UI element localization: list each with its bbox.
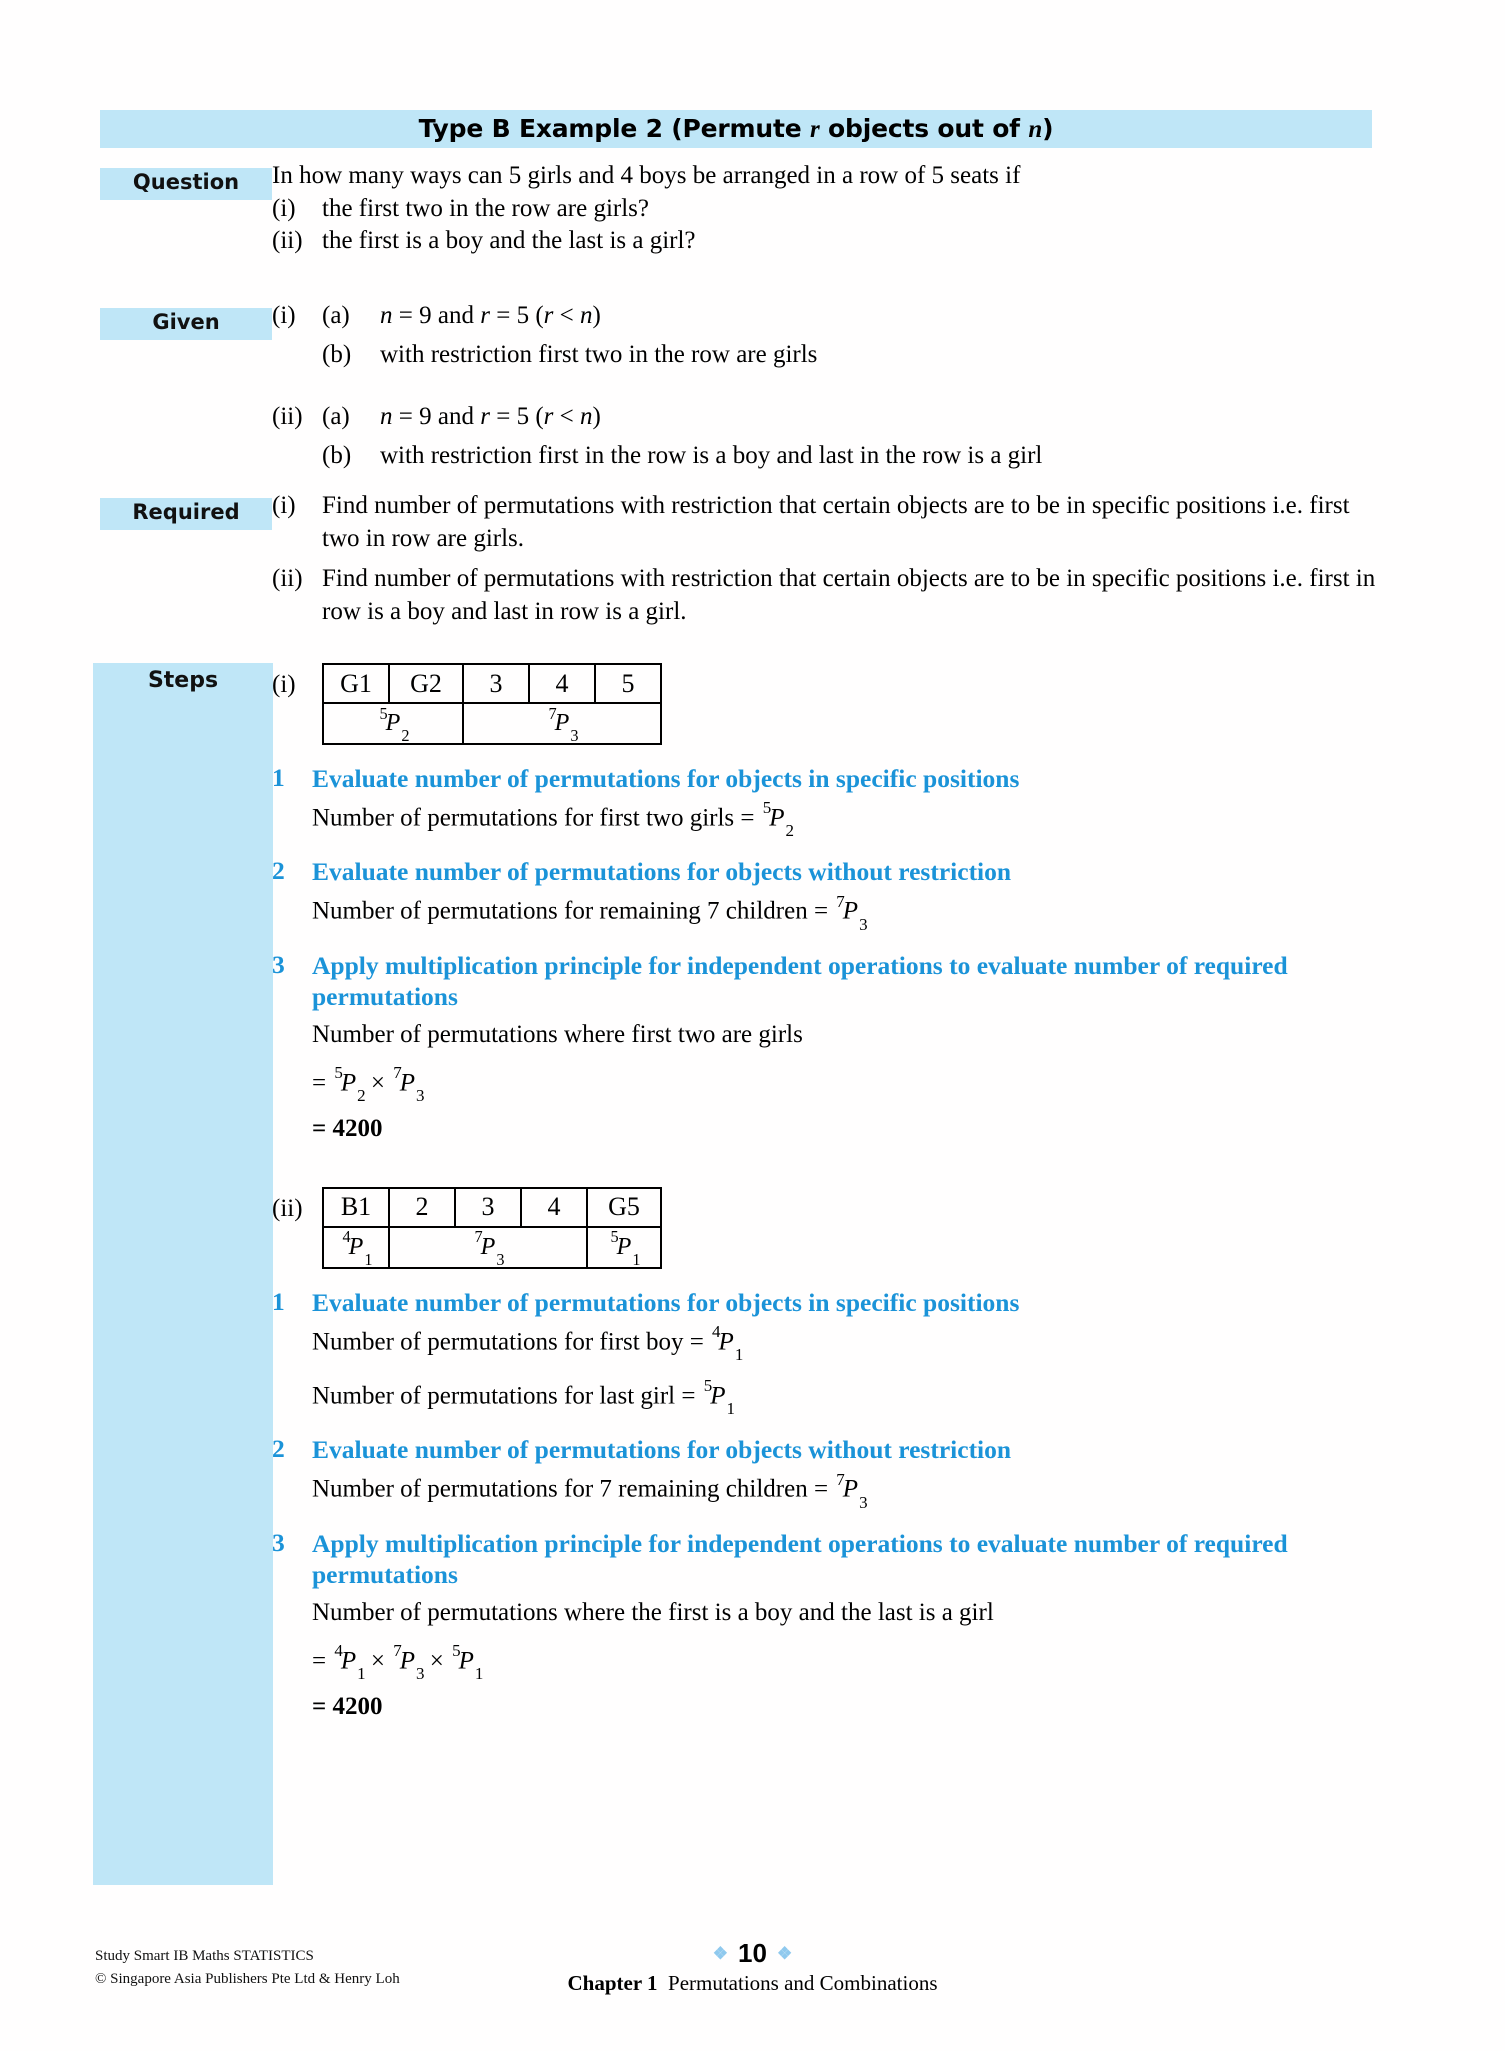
permbox-ii-cell-4: 4 [521,1188,587,1227]
given-ii-b [322,440,1377,473]
question-item-i-marker: (i) [272,194,296,222]
step-ii-3 [272,1528,1382,1721]
given-ii-a-marker: (a) [322,403,350,430]
steps-part-i-marker: (i) [272,671,296,698]
required-item-i-text: Find number of permutations with restriction that certain objects are to be in specific positions i.e. first two in row are girls. [322,492,1350,552]
permbox-ii-sub-3: $^5P_1$ [587,1227,661,1268]
step-ii-2-heading: Evaluate number of permutations for objects without restriction [312,1435,1012,1465]
permbox-i-cell-1: G1 [323,664,389,703]
required-item-i-marker: (i) [272,492,296,519]
given-ii-b-text: with restriction first in the row is a boy and last in the row is a girl [380,441,1043,469]
given-group-ii [272,401,1377,472]
given-group-ii-marker: (ii) [272,403,303,430]
step-ii-3-heading: Apply multiplication principle for independent operations to evaluate number of required permutations [312,1528,1288,1589]
given-i-b-marker: (b) [322,340,352,368]
footer-chapter-line [0,1971,1505,1996]
section-label-steps: Steps [93,663,273,1885]
footer-copyright: © Singapore Asia Publishers Pte Ltd & Henry Loh [95,1970,400,1987]
step-i-3 [272,950,1382,1143]
permbox-ii-bottom-row [323,1227,661,1268]
permbox-ii-sub-1: $^4P_1$ [323,1227,389,1268]
step-ii-1-line-2: Number of permutations for last girl = $^5P_1$ [312,1376,735,1419]
page-title: Type B Example 2 (Permute r objects out of n) [418,114,1054,143]
given-ii-a-text: n = 9 and r = 5 (r < n) [380,403,601,430]
steps-part-i-diagram [272,663,1382,745]
section-label-question: Question [100,168,272,200]
steps-part-ii-marker: (ii) [272,1194,303,1222]
question-item-ii [272,225,1377,258]
footer-book-title: Study Smart IB Maths STATISTICS [95,1947,314,1964]
steps-part-ii-diagram [272,1187,1382,1269]
example-title-banner [100,110,1372,148]
step-i-2-heading: Evaluate number of permutations for objects without restriction [312,857,1012,887]
question-item-i-text: the first two in the row are girls? [322,194,649,222]
question-item-i [272,193,1377,226]
required-item-ii-marker: (ii) [272,565,303,592]
page-number: 10 [738,1938,767,1968]
given-i-b-text: with restriction first two in the row are girls [380,340,818,368]
permbox-i-sub-2: $^7P_3$ [463,703,661,744]
given-ii-a [322,401,1377,434]
question-item-ii-text: the first is a boy and the last is a girl? [322,227,696,254]
step-i-2-number: 2 [272,856,285,886]
given-i-a-text: n = 9 and r = 5 (r < n) [380,302,601,329]
given-ii-b-marker: (b) [322,441,352,469]
page-number-row [0,1938,1505,1969]
diamond-right-icon: ❖ [776,1944,793,1963]
required-section [272,490,1377,628]
given-section [272,300,1377,472]
permutation-box-ii [322,1187,662,1269]
required-item-ii [272,563,1377,628]
given-i-b [322,339,1377,372]
permbox-i-top-row [323,664,661,703]
step-ii-3-equation-2: = 4200 [312,1692,383,1720]
permbox-ii-top-row [323,1188,661,1227]
section-label-given: Given [100,308,272,340]
step-i-1 [272,762,1382,841]
given-i-a-marker: (a) [322,302,350,329]
step-i-2 [272,856,1382,934]
question-stem: In how many ways can 5 girls and 4 boys be arranged in a row of 5 seats if [272,162,1021,189]
step-ii-2 [272,1434,1382,1512]
footer-page-info [0,1938,1505,1996]
step-i-2-line-1: Number of permutations for remaining 7 children = $^7P_3$ [312,891,868,934]
permbox-i-sub-1: $^5P_2$ [323,703,463,744]
required-item-ii-text: Find number of permutations with restriction that certain objects are to be in specific positions i.e. first in row is a boy and last in row is a girl. [322,565,1376,625]
section-label-required: Required [100,498,272,530]
step-ii-1-number: 1 [272,1286,285,1316]
permbox-i-cell-3: 3 [463,664,529,703]
permbox-ii-cell-1: B1 [323,1188,389,1227]
step-i-3-number: 3 [272,949,285,979]
steps-section [272,663,1382,1721]
permbox-i-cell-4: 4 [529,664,595,703]
required-item-i [272,490,1377,555]
given-i-a [322,300,1377,333]
diamond-left-icon: ❖ [712,1944,729,1963]
step-ii-1-line-1: Number of permutations for first boy = $^4P_1$ [312,1322,744,1365]
step-ii-2-line-1: Number of permutations for 7 remaining children = $^7P_3$ [312,1469,868,1512]
permbox-ii-cell-2: 2 [389,1188,455,1227]
permbox-ii-cell-5: G5 [587,1188,661,1227]
step-ii-3-line-1: Number of permutations where the first is a boy and the last is a girl [312,1598,994,1626]
question-section [272,160,1377,258]
step-i-3-equation-1: = $^5P_2 \times ^7P_3$ [312,1062,425,1105]
question-item-ii-marker: (ii) [272,227,303,254]
step-ii-3-number: 3 [272,1527,285,1557]
given-group-i-marker: (i) [272,302,296,329]
step-i-1-heading: Evaluate number of permutations for objects in specific positions [312,763,1020,793]
step-i-3-line-1: Number of permutations where first two are girls [312,1020,803,1048]
step-i-3-equation-2: = 4200 [312,1114,383,1142]
footer-chapter-title: Permutations and Combinations [668,1971,938,1995]
permbox-ii-cell-3: 3 [455,1188,521,1227]
permbox-ii-sub-2: $^7P_3$ [389,1227,587,1268]
permutation-box-i [322,663,662,745]
step-ii-1 [272,1287,1382,1417]
step-i-1-line-1: Number of permutations for first two girls = $^5P_2$ [312,798,795,841]
step-i-1-number: 1 [272,762,285,792]
step-ii-3-equation-1: = $^4P_1 \times ^7P_3 \times ^5P_1$ [312,1641,484,1684]
permbox-i-cell-2: G2 [389,664,463,703]
step-i-3-heading: Apply multiplication principle for independent operations to evaluate number of required permutations [312,950,1288,1011]
permbox-i-bottom-row [323,703,661,744]
permbox-i-cell-5: 5 [595,664,661,703]
footer-chapter-label: Chapter 1 [567,1971,658,1995]
step-ii-2-number: 2 [272,1434,285,1464]
step-ii-1-heading: Evaluate number of permutations for objects in specific positions [312,1287,1020,1317]
given-group-i [272,300,1377,371]
